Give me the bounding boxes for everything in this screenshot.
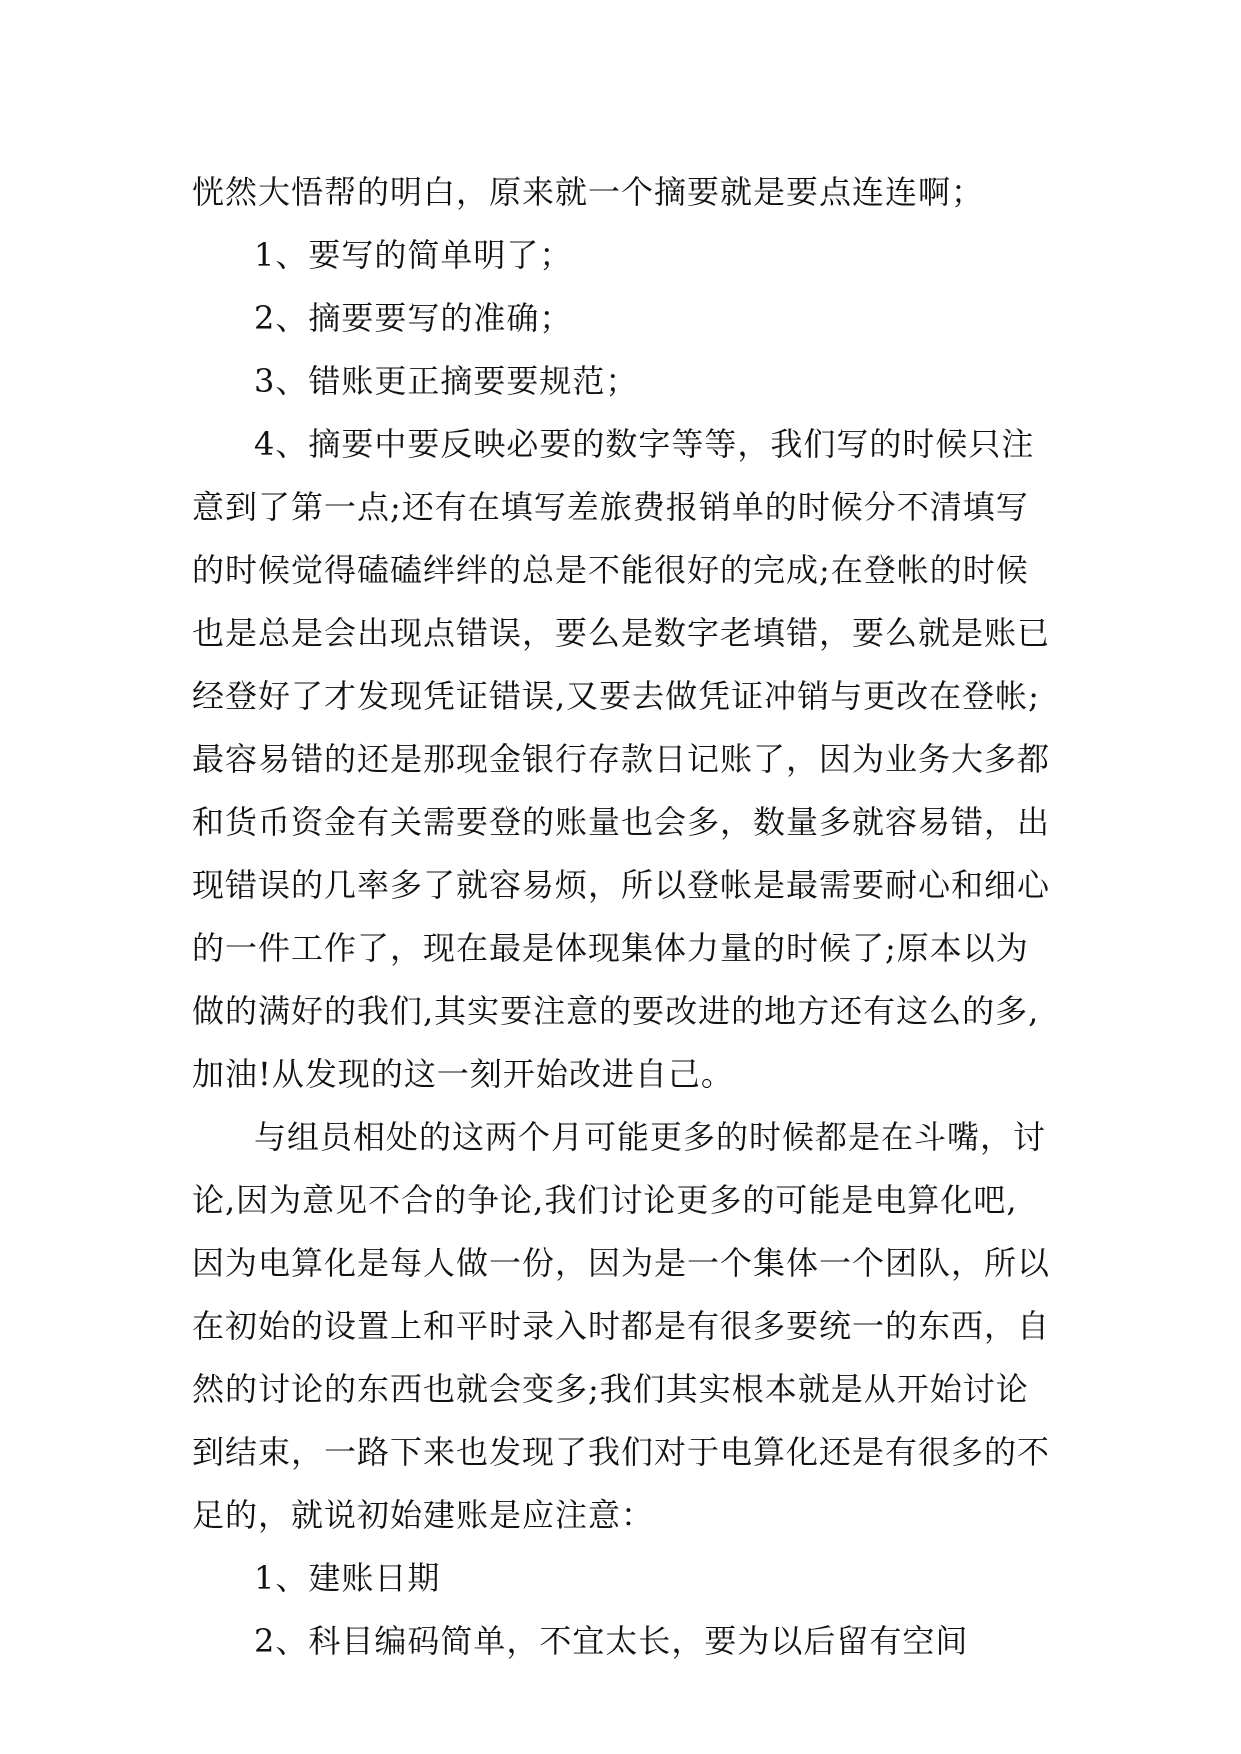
list-item-4: 4、摘要中要反映必要的数字等等，我们写的时候只注 <box>254 425 1035 463</box>
list-item-2: 2、科目编码简单，不宜太长，要为以后留有空间 <box>254 1622 969 1660</box>
paragraph-line: 足的，就说初始建账是应注意： <box>192 1496 655 1534</box>
paragraph-line: 加油!从发现的这一刻开始改进自己。 <box>192 1055 734 1093</box>
paragraph-line: 和货币资金有关需要登的账量也会多，数量多就容易错，出 <box>192 803 1051 841</box>
paragraph-line: 的时候觉得磕磕绊绊的总是不能很好的完成;在登帐的时候 <box>192 551 1029 589</box>
paragraph-line: 论,因为意见不合的争论,我们讨论更多的可能是电算化吧, <box>192 1181 1018 1219</box>
paragraph-line: 也是总是会出现点错误，要么是数字老填错，要么就是账已 <box>192 614 1051 652</box>
paragraph-line: 现错误的几率多了就容易烦，所以登帐是最需要耐心和细心 <box>192 866 1051 904</box>
paragraph-line: 最容易错的还是那现金银行存款日记账了，因为业务大多都 <box>192 740 1051 778</box>
paragraph-line: 因为电算化是每人做一份，因为是一个集体一个团队，所以 <box>192 1244 1051 1282</box>
paragraph-line: 意到了第一点;还有在填写差旅费报销单的时候分不清填写 <box>192 488 1029 526</box>
list-item-2: 2、摘要要写的准确； <box>254 299 573 337</box>
paragraph-line: 然的讨论的东西也就会变多;我们其实根本就是从开始讨论 <box>192 1370 1029 1408</box>
paragraph-line: 恍然大悟帮的明白，原来就一个摘要就是要点连连啊； <box>192 173 985 211</box>
paragraph-first-line: 与组员相处的这两个月可能更多的时候都是在斗嘴，讨 <box>254 1118 1047 1156</box>
paragraph-line: 经登好了才发现凭证错误,又要去做凭证冲销与更改在登帐; <box>192 677 1040 715</box>
paragraph-line: 在初始的设置上和平时录入时都是有很多要统一的东西，自 <box>192 1307 1051 1345</box>
list-item-1: 1、建账日期 <box>254 1559 441 1597</box>
list-item-3: 3、错账更正摘要要规范； <box>254 362 639 400</box>
document-body <box>192 161 1050 1673</box>
paragraph-line: 做的满好的我们,其实要注意的要改进的地方还有这么的多, <box>192 992 1040 1030</box>
paragraph-line: 的一件工作了，现在最是体现集体力量的时候了;原本以为 <box>192 929 1029 967</box>
paragraph-line: 到结束，一路下来也发现了我们对于电算化还是有很多的不 <box>192 1433 1051 1471</box>
list-item-1: 1、要写的简单明了； <box>254 236 573 274</box>
